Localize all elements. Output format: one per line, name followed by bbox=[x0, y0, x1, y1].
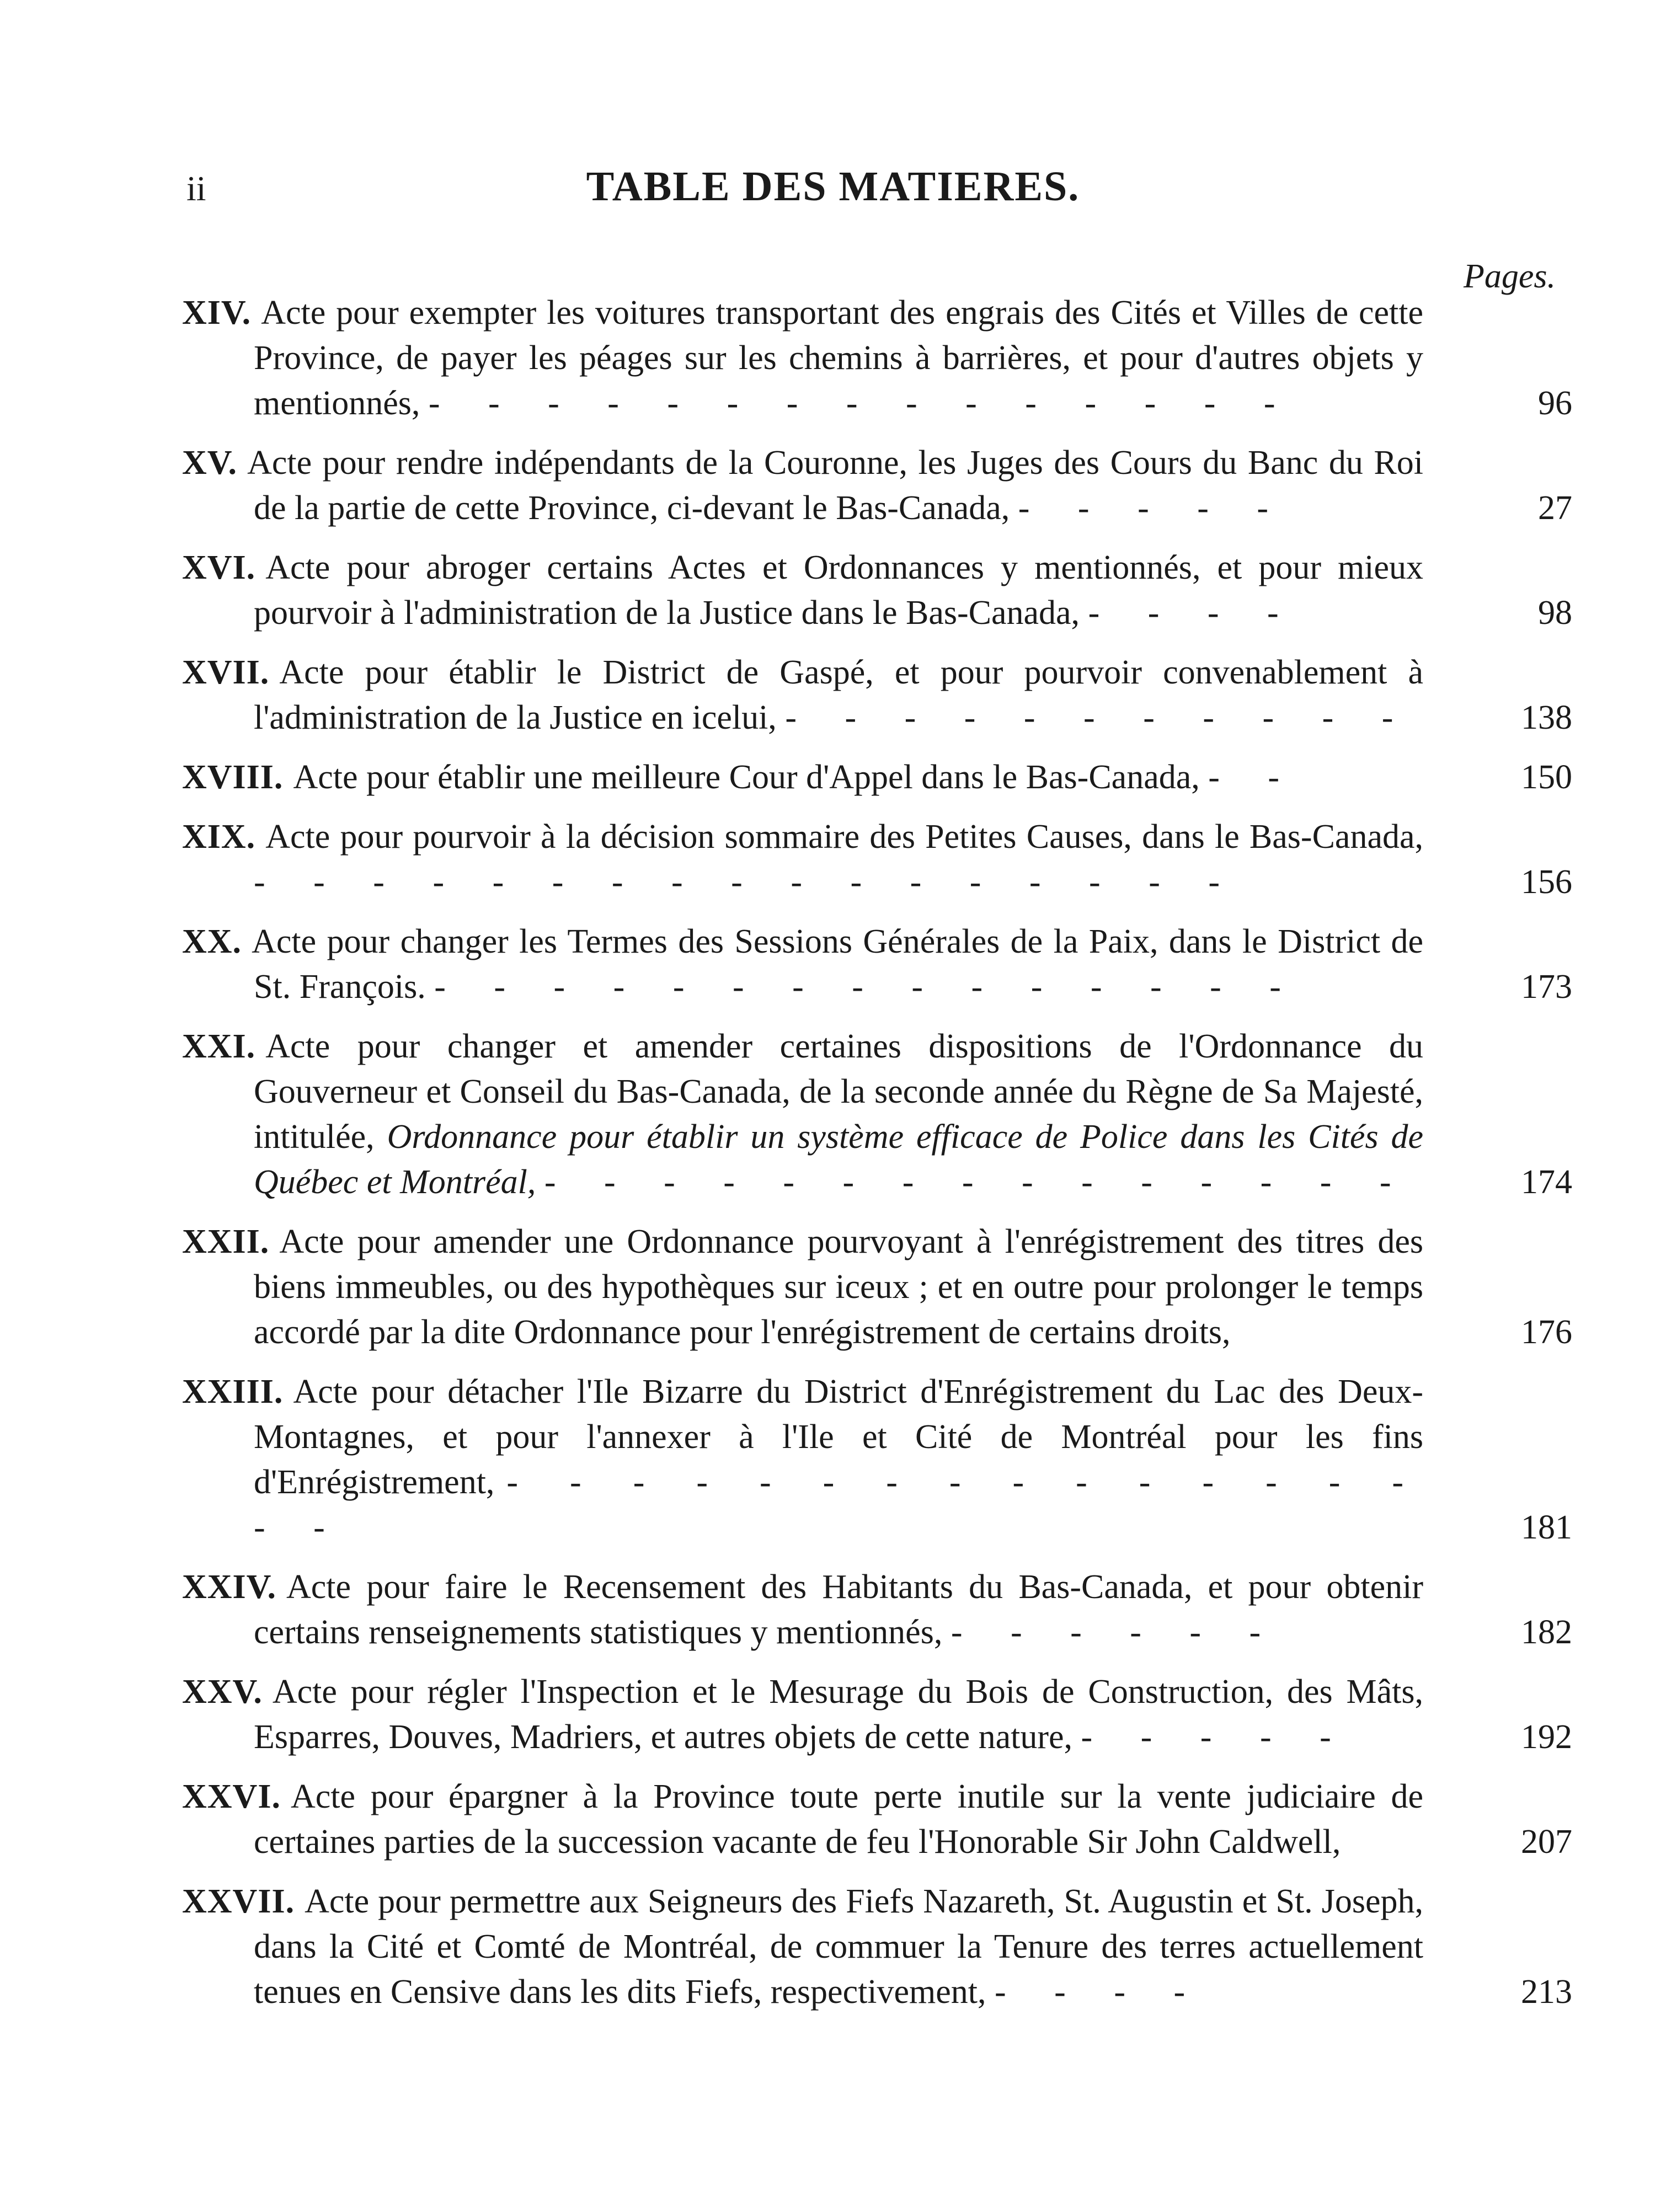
dot-leader: - - - - - bbox=[1081, 1718, 1351, 1756]
act-title: Acte pour abroger certains Actes et Ordonnances y mentionnés, et pour mieux pourvoir à l'administration de la Justice dans le Bas-Canada, bbox=[254, 549, 1423, 632]
act-number: XXIII. bbox=[182, 1373, 284, 1410]
toc-entry bbox=[182, 1774, 1572, 1864]
act-title: Acte pour détacher l'Ile Bizarre du District d'Enrégistrement du Lac des Deux-Montagnes, et pour l'annexer à l'Ile et Cité de Montréal pour les fins d'Enrégistrement, bbox=[254, 1373, 1423, 1501]
act-title: Acte pour établir le District de Gaspé, et pour pourvoir convenablement à l'administration de la Justice en icelui, bbox=[254, 654, 1423, 736]
entry-page-number: 213 bbox=[1521, 1973, 1572, 2011]
act-title: Acte pour épargner à la Province toute perte inutile sur la vente judiciaire de certaines parties de la succession vacante de feu l'Honorable Sir John Caldwell, bbox=[254, 1778, 1423, 1861]
act-number: XXIV. bbox=[182, 1568, 276, 1606]
act-title: Acte pour exempter les voitures transportant des engrais des Cités et Villes de cette Province, de payer les péages sur les chemins à barrières, et pour d'autres objets y mentionnés, bbox=[254, 294, 1423, 422]
dot-leader: - - - - - - - - - - - - - - - - - bbox=[254, 1463, 1424, 1546]
toc-entry-text bbox=[182, 1774, 1489, 1864]
act-title: Acte pour régler l'Inspection et le Mesurage du Bois de Construction, des Mâts, Esparres, Douves, Madriers, et autres objets de cette nature, bbox=[254, 1673, 1423, 1756]
entry-page-number: 98 bbox=[1538, 594, 1572, 632]
toc-entry bbox=[182, 650, 1572, 740]
entry-page-number: 96 bbox=[1538, 384, 1572, 422]
act-title: Acte pour changer et amender certaines dispositions de l'Ordonnance du Gouverneur et Conseil du Bas-Canada, de la seconde année du Règne de Sa Majesté, intitulée, bbox=[254, 1028, 1423, 1156]
dot-leader: - - - - bbox=[1088, 594, 1299, 632]
toc-entry-text bbox=[182, 650, 1489, 740]
act-title: Acte pour pourvoir à la décision sommaire des Petites Causes, dans le Bas-Canada, bbox=[265, 818, 1423, 856]
toc-entry-text bbox=[182, 1669, 1489, 1760]
entry-page-number: 27 bbox=[1538, 489, 1572, 527]
dot-leader: - - - - - - - - - - - - - - - bbox=[434, 968, 1301, 1006]
page-number: ii bbox=[186, 169, 206, 208]
act-number: XXVI. bbox=[182, 1778, 281, 1815]
toc-entry-text bbox=[182, 545, 1489, 635]
act-number: XV. bbox=[182, 444, 238, 482]
entry-page-number: 173 bbox=[1521, 968, 1572, 1006]
toc-entry bbox=[182, 1564, 1572, 1655]
toc-entry bbox=[182, 814, 1572, 905]
toc-entry-text bbox=[182, 919, 1489, 1009]
toc-entry bbox=[182, 1024, 1572, 1205]
entry-page-number: 192 bbox=[1521, 1718, 1572, 1756]
toc-entry bbox=[182, 440, 1572, 531]
toc-entry-text bbox=[182, 1564, 1489, 1655]
act-number: XVI. bbox=[182, 549, 256, 586]
dot-leader: - - - - - - - - - - - - - - - bbox=[544, 1163, 1411, 1201]
pages-column-label: Pages. bbox=[1463, 258, 1556, 295]
act-title: Acte pour amender une Ordonnance pourvoyant à l'enrégistrement des titres des biens immeubles, ou des hypothèques sur iceux ; et en outre pour prolonger le temps accordé par la dite Ordonnance pour l'enrégistrement de certains droits, bbox=[254, 1223, 1423, 1351]
entry-page-number: 181 bbox=[1521, 1509, 1572, 1546]
toc-entry bbox=[182, 919, 1572, 1009]
act-number: XVIII. bbox=[182, 758, 284, 796]
entry-page-number: 156 bbox=[1521, 863, 1572, 901]
act-number: XIV. bbox=[182, 294, 252, 332]
act-number: XXVII. bbox=[182, 1883, 295, 1920]
act-title: Acte pour établir une meilleure Cour d'Appel dans le Bas-Canada, bbox=[293, 758, 1200, 796]
act-number: XXII. bbox=[182, 1223, 270, 1260]
dot-leader: - - - - - - - - - - - - - - - bbox=[428, 384, 1295, 422]
act-title: Acte pour rendre indépendants de la Couronne, les Juges des Cours du Banc du Roi de la partie de cette Province, ci-devant le Bas-Canada, bbox=[247, 444, 1423, 527]
dot-leader: - - - - - - bbox=[951, 1613, 1281, 1651]
act-number: XXV. bbox=[182, 1673, 263, 1711]
dot-leader: - - - - - - - - - - - - - - - - - bbox=[254, 863, 1240, 901]
act-number: XIX. bbox=[182, 818, 256, 856]
toc-entry-text bbox=[182, 290, 1489, 426]
dot-leader: - - - - - - - - - - - bbox=[785, 699, 1413, 736]
toc-entry bbox=[182, 290, 1572, 426]
toc-entry-text bbox=[182, 440, 1489, 531]
entry-page-number: 174 bbox=[1521, 1163, 1572, 1201]
page-title: TABLE DES MATIERES. bbox=[586, 163, 1080, 210]
entry-page-number: 176 bbox=[1521, 1313, 1572, 1351]
toc-entry-text bbox=[182, 1219, 1489, 1355]
act-title: Acte pour faire le Recensement des Habitants du Bas-Canada, et pour obtenir certains renseignements statistiques y mentionnés, bbox=[254, 1568, 1423, 1651]
ordinance-title: Ordonnance pour établir un système efficace de Police dans les Cités de Québec et Montréal, bbox=[254, 1118, 1423, 1201]
act-title: Acte pour permettre aux Seigneurs des Fiefs Nazareth, St. Augustin et St. Joseph, dans la Cité et Comté de Montréal, de commuer la Tenure des terres actuellement tenues en Censive dans les dits Fiefs, respectivement, bbox=[254, 1883, 1423, 2011]
act-number: XXI. bbox=[182, 1028, 256, 1065]
act-number: XVII. bbox=[182, 654, 270, 691]
toc-entry bbox=[182, 545, 1572, 635]
entry-page-number: 150 bbox=[1521, 758, 1572, 796]
toc-entry-text bbox=[182, 1369, 1489, 1550]
act-number: XX. bbox=[182, 923, 242, 960]
dot-leader: - - - - bbox=[995, 1973, 1205, 2011]
act-title: Acte pour changer les Termes des Sessions Générales de la Paix, dans le District de St. François. bbox=[252, 923, 1423, 1006]
toc-entry bbox=[182, 1879, 1572, 2015]
entry-page-number: 182 bbox=[1521, 1613, 1572, 1651]
entry-page-number: 138 bbox=[1521, 699, 1572, 736]
dot-leader: - - bbox=[1208, 758, 1300, 796]
toc-entry bbox=[182, 1369, 1572, 1550]
entry-page-number: 207 bbox=[1521, 1823, 1572, 1861]
toc-entry bbox=[182, 1219, 1572, 1355]
dot-leader: - - - - - bbox=[1018, 489, 1289, 527]
table-of-contents bbox=[182, 290, 1572, 2029]
toc-entry-text bbox=[182, 1879, 1489, 2015]
toc-entry bbox=[182, 755, 1572, 800]
toc-entry-text bbox=[182, 814, 1489, 905]
toc-entry-text bbox=[182, 755, 1489, 800]
toc-entry bbox=[182, 1669, 1572, 1760]
toc-entry-text bbox=[182, 1024, 1489, 1205]
